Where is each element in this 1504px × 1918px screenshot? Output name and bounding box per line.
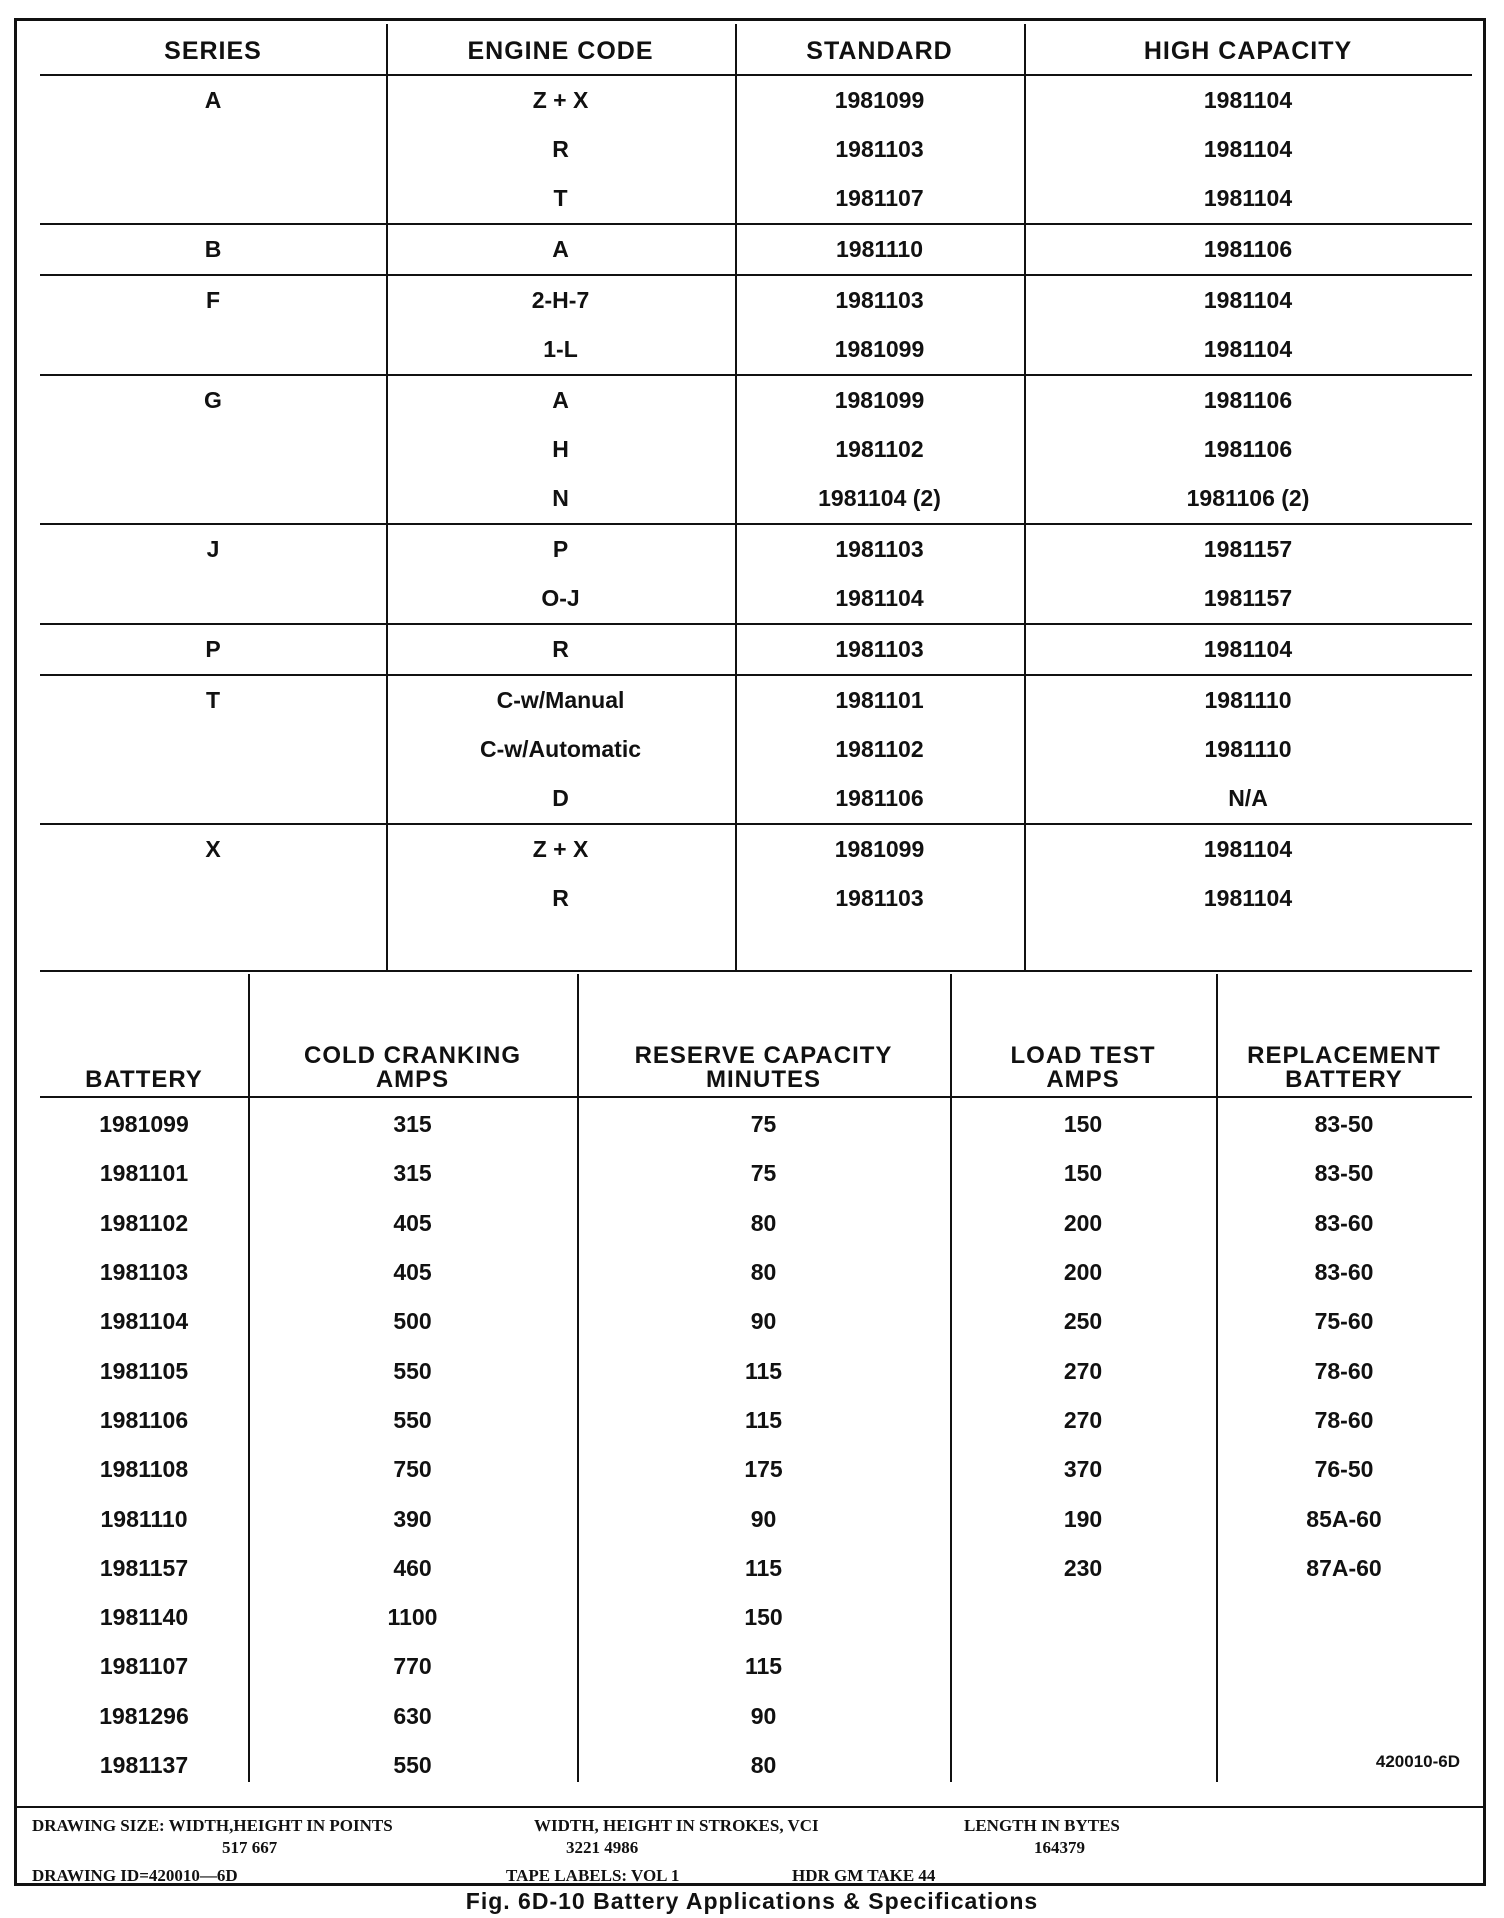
engine-code-cell: R — [552, 136, 569, 162]
reserve-capacity-cell: 175 — [744, 1456, 783, 1483]
engine-code-cell: D — [386, 774, 735, 824]
replacement-cell: 78-60 — [1314, 1357, 1374, 1384]
table-row — [40, 1346, 1472, 1395]
table-row — [40, 125, 1472, 174]
reserve-capacity-cell: 80 — [750, 1259, 777, 1286]
cold-cranking-cell: 460 — [393, 1554, 432, 1581]
table-row — [40, 624, 1472, 675]
header-line-2: BATTERY — [1285, 1066, 1403, 1093]
cold-cranking-cell: 550 — [393, 1752, 432, 1778]
table-row — [40, 675, 1472, 725]
battery-cell: 1981105 — [99, 1357, 189, 1384]
reserve-capacity-cell: 80 — [750, 1752, 777, 1778]
reserve-capacity-cell: 75 — [750, 1111, 777, 1138]
table-row — [40, 425, 1472, 474]
table-row — [40, 824, 1472, 874]
series-cell — [40, 325, 386, 375]
figure-caption: Fig. 6D-10 Battery Applications & Specifications — [465, 1888, 1039, 1914]
applications-header-row — [40, 28, 1472, 75]
replacement-cell — [1216, 1593, 1472, 1642]
column-header: STANDARD — [735, 28, 1024, 75]
high-capacity-cell: 1981106 — [1203, 436, 1293, 462]
engine-code-cell: C-w/Automatic — [480, 736, 641, 762]
table-row — [40, 1642, 1472, 1691]
table-row — [40, 224, 1472, 275]
table-row — [40, 1297, 1472, 1346]
cold-cranking-cell: 500 — [393, 1308, 432, 1335]
standard-cell: 1981103 — [735, 624, 1024, 675]
high-capacity-cell: 1981104 — [1203, 287, 1293, 313]
reserve-capacity-cell: 115 — [744, 1357, 783, 1384]
high-capacity-cell: 1981104 — [1024, 174, 1472, 224]
standard-cell: 1981107 — [735, 174, 1024, 224]
high-capacity-cell: 1981106 — [1203, 387, 1293, 413]
footer-hdr: HDR GM TAKE 44 — [792, 1866, 936, 1885]
battery-cell: 1981107 — [99, 1653, 189, 1680]
engine-code-cell: R — [386, 624, 735, 675]
replacement-cell: 83-50 — [1314, 1111, 1374, 1138]
header-line-2: AMPS — [1046, 1066, 1120, 1093]
replacement-cell: 76-50 — [1314, 1456, 1374, 1483]
series-cell — [40, 474, 386, 524]
spec-column-header — [950, 1016, 1216, 1096]
table-row — [40, 725, 1472, 774]
table-row — [40, 1396, 1472, 1445]
series-cell — [40, 774, 386, 824]
standard-cell: 1981110 — [735, 224, 1024, 275]
cold-cranking-cell: 405 — [393, 1209, 432, 1236]
high-capacity-cell: 1981104 — [1024, 624, 1472, 675]
footer-drawing-size-label: DRAWING SIZE: WIDTH,HEIGHT IN POINTS — [32, 1816, 393, 1835]
engine-code-cell: Z + X — [532, 836, 589, 862]
figure-id: 420010-6D — [1375, 1752, 1460, 1771]
table-row — [40, 1593, 1472, 1642]
replacement-cell: 85A-60 — [1306, 1505, 1382, 1532]
engine-code-cell: C-w/Manual — [496, 687, 625, 713]
cold-cranking-cell: 390 — [393, 1505, 432, 1532]
cold-cranking-cell: 630 — [393, 1702, 432, 1729]
table-row — [40, 1692, 1472, 1741]
load-test-cell — [950, 1642, 1216, 1691]
footer-drawing-id: DRAWING ID=420010—6D — [32, 1866, 238, 1885]
series-cell: J — [206, 536, 220, 562]
table-row — [40, 1248, 1472, 1297]
replacement-cell: 87A-60 — [1306, 1554, 1382, 1581]
engine-code-cell: P — [552, 536, 569, 562]
high-capacity-cell: 1981104 — [1024, 325, 1472, 375]
cold-cranking-cell: 315 — [393, 1160, 432, 1187]
standard-cell: 1981103 — [835, 287, 924, 313]
series-cell: B — [40, 224, 386, 275]
battery-cell: 1981104 — [99, 1308, 189, 1335]
column-header: ENGINE CODE — [386, 28, 735, 75]
replacement-cell — [1216, 1692, 1472, 1741]
standard-cell: 1981099 — [834, 836, 925, 862]
engine-code-cell: A — [386, 224, 735, 275]
replacement-cell: 83-60 — [1314, 1259, 1374, 1286]
header-line-2: AMPS — [375, 1066, 450, 1093]
series-cell: A — [204, 87, 222, 113]
table-row — [40, 75, 1472, 125]
series-cell — [40, 174, 386, 224]
header-line-1: RESERVE CAPACITY — [634, 1042, 893, 1069]
engine-code-cell: H — [552, 436, 569, 462]
standard-cell: 1981102 — [835, 436, 924, 462]
header-line-1: LOAD TEST — [1010, 1042, 1156, 1069]
load-test-cell: 370 — [1063, 1456, 1103, 1483]
engine-code-cell: A — [552, 387, 569, 413]
standard-cell: 1981101 — [835, 687, 924, 713]
high-capacity-cell: 1981106 — [1024, 224, 1472, 275]
table-row — [40, 275, 1472, 325]
standard-cell: 1981099 — [834, 387, 925, 413]
footer-strokes-values: 3221 4986 — [566, 1838, 639, 1857]
battery-cell: 1981103 — [99, 1259, 189, 1286]
high-capacity-cell: 1981157 — [1203, 536, 1293, 562]
cold-cranking-cell: 315 — [393, 1111, 432, 1138]
table-row — [40, 375, 1472, 425]
specifications-table — [40, 1100, 1472, 1790]
load-test-cell: 230 — [1063, 1554, 1103, 1581]
table-row — [40, 1445, 1472, 1494]
battery-cell: 1981137 — [99, 1752, 189, 1778]
standard-cell: 1981103 — [835, 536, 924, 562]
table-row — [40, 1494, 1472, 1543]
header-line-2: BATTERY — [85, 1066, 203, 1093]
series-cell — [40, 425, 386, 474]
spec-column-header — [40, 1016, 248, 1096]
standard-cell: 1981099 — [735, 325, 1024, 375]
load-test-cell: 270 — [1063, 1357, 1103, 1384]
spec-column-header — [1216, 1016, 1472, 1096]
high-capacity-cell: 1981104 — [1203, 136, 1293, 162]
high-capacity-cell: 1981110 — [1204, 687, 1292, 713]
load-test-cell — [950, 1692, 1216, 1741]
battery-cell: 1981108 — [99, 1456, 189, 1483]
load-test-cell — [950, 1593, 1216, 1642]
series-cell: P — [40, 624, 386, 675]
table-row — [40, 1149, 1472, 1198]
standard-cell: 1981104 — [735, 574, 1024, 624]
battery-cell: 1981157 — [99, 1554, 189, 1581]
divider — [14, 1806, 1486, 1808]
engine-code-cell: R — [552, 885, 569, 911]
cold-cranking-cell: 770 — [393, 1653, 432, 1680]
divider — [40, 1096, 1472, 1098]
cold-cranking-cell: 1100 — [387, 1604, 438, 1631]
battery-cell: 1981106 — [99, 1406, 189, 1433]
table-row — [40, 1199, 1472, 1248]
reserve-capacity-cell: 115 — [744, 1406, 783, 1433]
table-row — [40, 174, 1472, 224]
battery-cell: 1981101 — [99, 1160, 189, 1187]
battery-cell: 1981296 — [99, 1702, 189, 1729]
engine-code-cell: 2-H-7 — [531, 287, 590, 313]
load-test-cell — [950, 1741, 1216, 1790]
high-capacity-cell: 1981106 (2) — [1024, 474, 1472, 524]
engine-code-cell: T — [386, 174, 735, 224]
header-line-1: COLD CRANKING — [304, 1042, 521, 1069]
table-row — [40, 1741, 1472, 1790]
series-cell — [40, 125, 386, 174]
replacement-cell: 78-60 — [1314, 1406, 1374, 1433]
replacement-cell: 83-50 — [1314, 1160, 1374, 1187]
series-cell: G — [204, 387, 222, 413]
series-cell: F — [205, 287, 221, 313]
footer-length-value: 164379 — [1034, 1838, 1085, 1857]
reserve-capacity-cell: 150 — [744, 1604, 783, 1631]
table-row — [40, 325, 1472, 375]
reserve-capacity-cell: 90 — [750, 1702, 777, 1729]
high-capacity-cell: 1981104 — [1203, 885, 1293, 911]
load-test-cell: 200 — [1063, 1209, 1103, 1236]
load-test-cell: 190 — [1063, 1505, 1103, 1532]
cold-cranking-cell: 405 — [393, 1259, 432, 1286]
high-capacity-cell: N/A — [1024, 774, 1472, 824]
spec-column-header — [248, 1016, 577, 1096]
series-cell — [40, 574, 386, 624]
standard-cell: 1981103 — [835, 136, 924, 162]
engine-code-cell: O-J — [386, 574, 735, 624]
header-line-1: REPLACEMENT — [1247, 1042, 1441, 1069]
battery-cell: 1981140 — [99, 1604, 189, 1631]
reserve-capacity-cell: 115 — [744, 1653, 783, 1680]
table-row — [40, 1544, 1472, 1593]
battery-cell: 1981099 — [99, 1111, 189, 1138]
engine-code-cell: Z + X — [532, 87, 589, 113]
standard-cell: 1981102 — [835, 736, 924, 762]
replacement-cell: 83-60 — [1314, 1209, 1374, 1236]
cold-cranking-cell: 550 — [393, 1357, 432, 1384]
table-row — [40, 574, 1472, 624]
spec-column-header — [577, 1016, 950, 1096]
series-cell — [40, 725, 386, 774]
load-test-cell: 150 — [1063, 1111, 1103, 1138]
column-header: SERIES — [40, 28, 386, 75]
load-test-cell: 250 — [1063, 1308, 1103, 1335]
cold-cranking-cell: 550 — [393, 1406, 432, 1433]
battery-cell: 1981110 — [100, 1505, 188, 1532]
reserve-capacity-cell: 80 — [750, 1209, 777, 1236]
series-cell — [40, 874, 386, 923]
standard-cell: 1981106 — [735, 774, 1024, 824]
footer-strokes-label: WIDTH, HEIGHT IN STROKES, VCI — [534, 1816, 819, 1835]
header-line-2: MINUTES — [706, 1066, 821, 1093]
high-capacity-cell: 1981157 — [1024, 574, 1472, 624]
reserve-capacity-cell: 90 — [750, 1308, 777, 1335]
table-row — [40, 1100, 1472, 1149]
table-row — [40, 474, 1472, 524]
column-header: HIGH CAPACITY — [1024, 28, 1472, 75]
load-test-cell: 200 — [1063, 1259, 1103, 1286]
standard-cell: 1981099 — [834, 87, 925, 113]
reserve-capacity-cell: 75 — [750, 1160, 777, 1187]
cold-cranking-cell: 750 — [393, 1456, 432, 1483]
standard-cell: 1981103 — [835, 885, 924, 911]
standard-cell: 1981104 (2) — [735, 474, 1024, 524]
specifications-header — [40, 1016, 1472, 1096]
battery-cell: 1981102 — [99, 1209, 189, 1236]
load-test-cell: 270 — [1063, 1406, 1103, 1433]
series-cell: X — [205, 836, 221, 862]
table-row — [40, 774, 1472, 824]
footer-length-label: LENGTH IN BYTES — [964, 1816, 1120, 1835]
applications-table — [40, 28, 1472, 923]
load-test-cell: 150 — [1063, 1160, 1103, 1187]
table-row — [40, 524, 1472, 574]
high-capacity-cell: 1981104 — [1203, 836, 1293, 862]
replacement-cell: 75-60 — [1314, 1308, 1374, 1335]
series-cell: T — [205, 687, 221, 713]
reserve-capacity-cell: 90 — [750, 1505, 777, 1532]
high-capacity-cell: 1981110 — [1204, 736, 1292, 762]
engine-code-cell: N — [386, 474, 735, 524]
divider — [40, 970, 1472, 972]
reserve-capacity-cell: 115 — [744, 1554, 783, 1581]
table-row — [40, 874, 1472, 923]
replacement-cell — [1216, 1642, 1472, 1691]
footer-drawing-size-values: 517 667 — [222, 1838, 278, 1857]
engine-code-cell: 1-L — [386, 325, 735, 375]
high-capacity-cell: 1981104 — [1203, 87, 1293, 113]
footer-tape-labels: TAPE LABELS: VOL 1 — [506, 1866, 680, 1885]
